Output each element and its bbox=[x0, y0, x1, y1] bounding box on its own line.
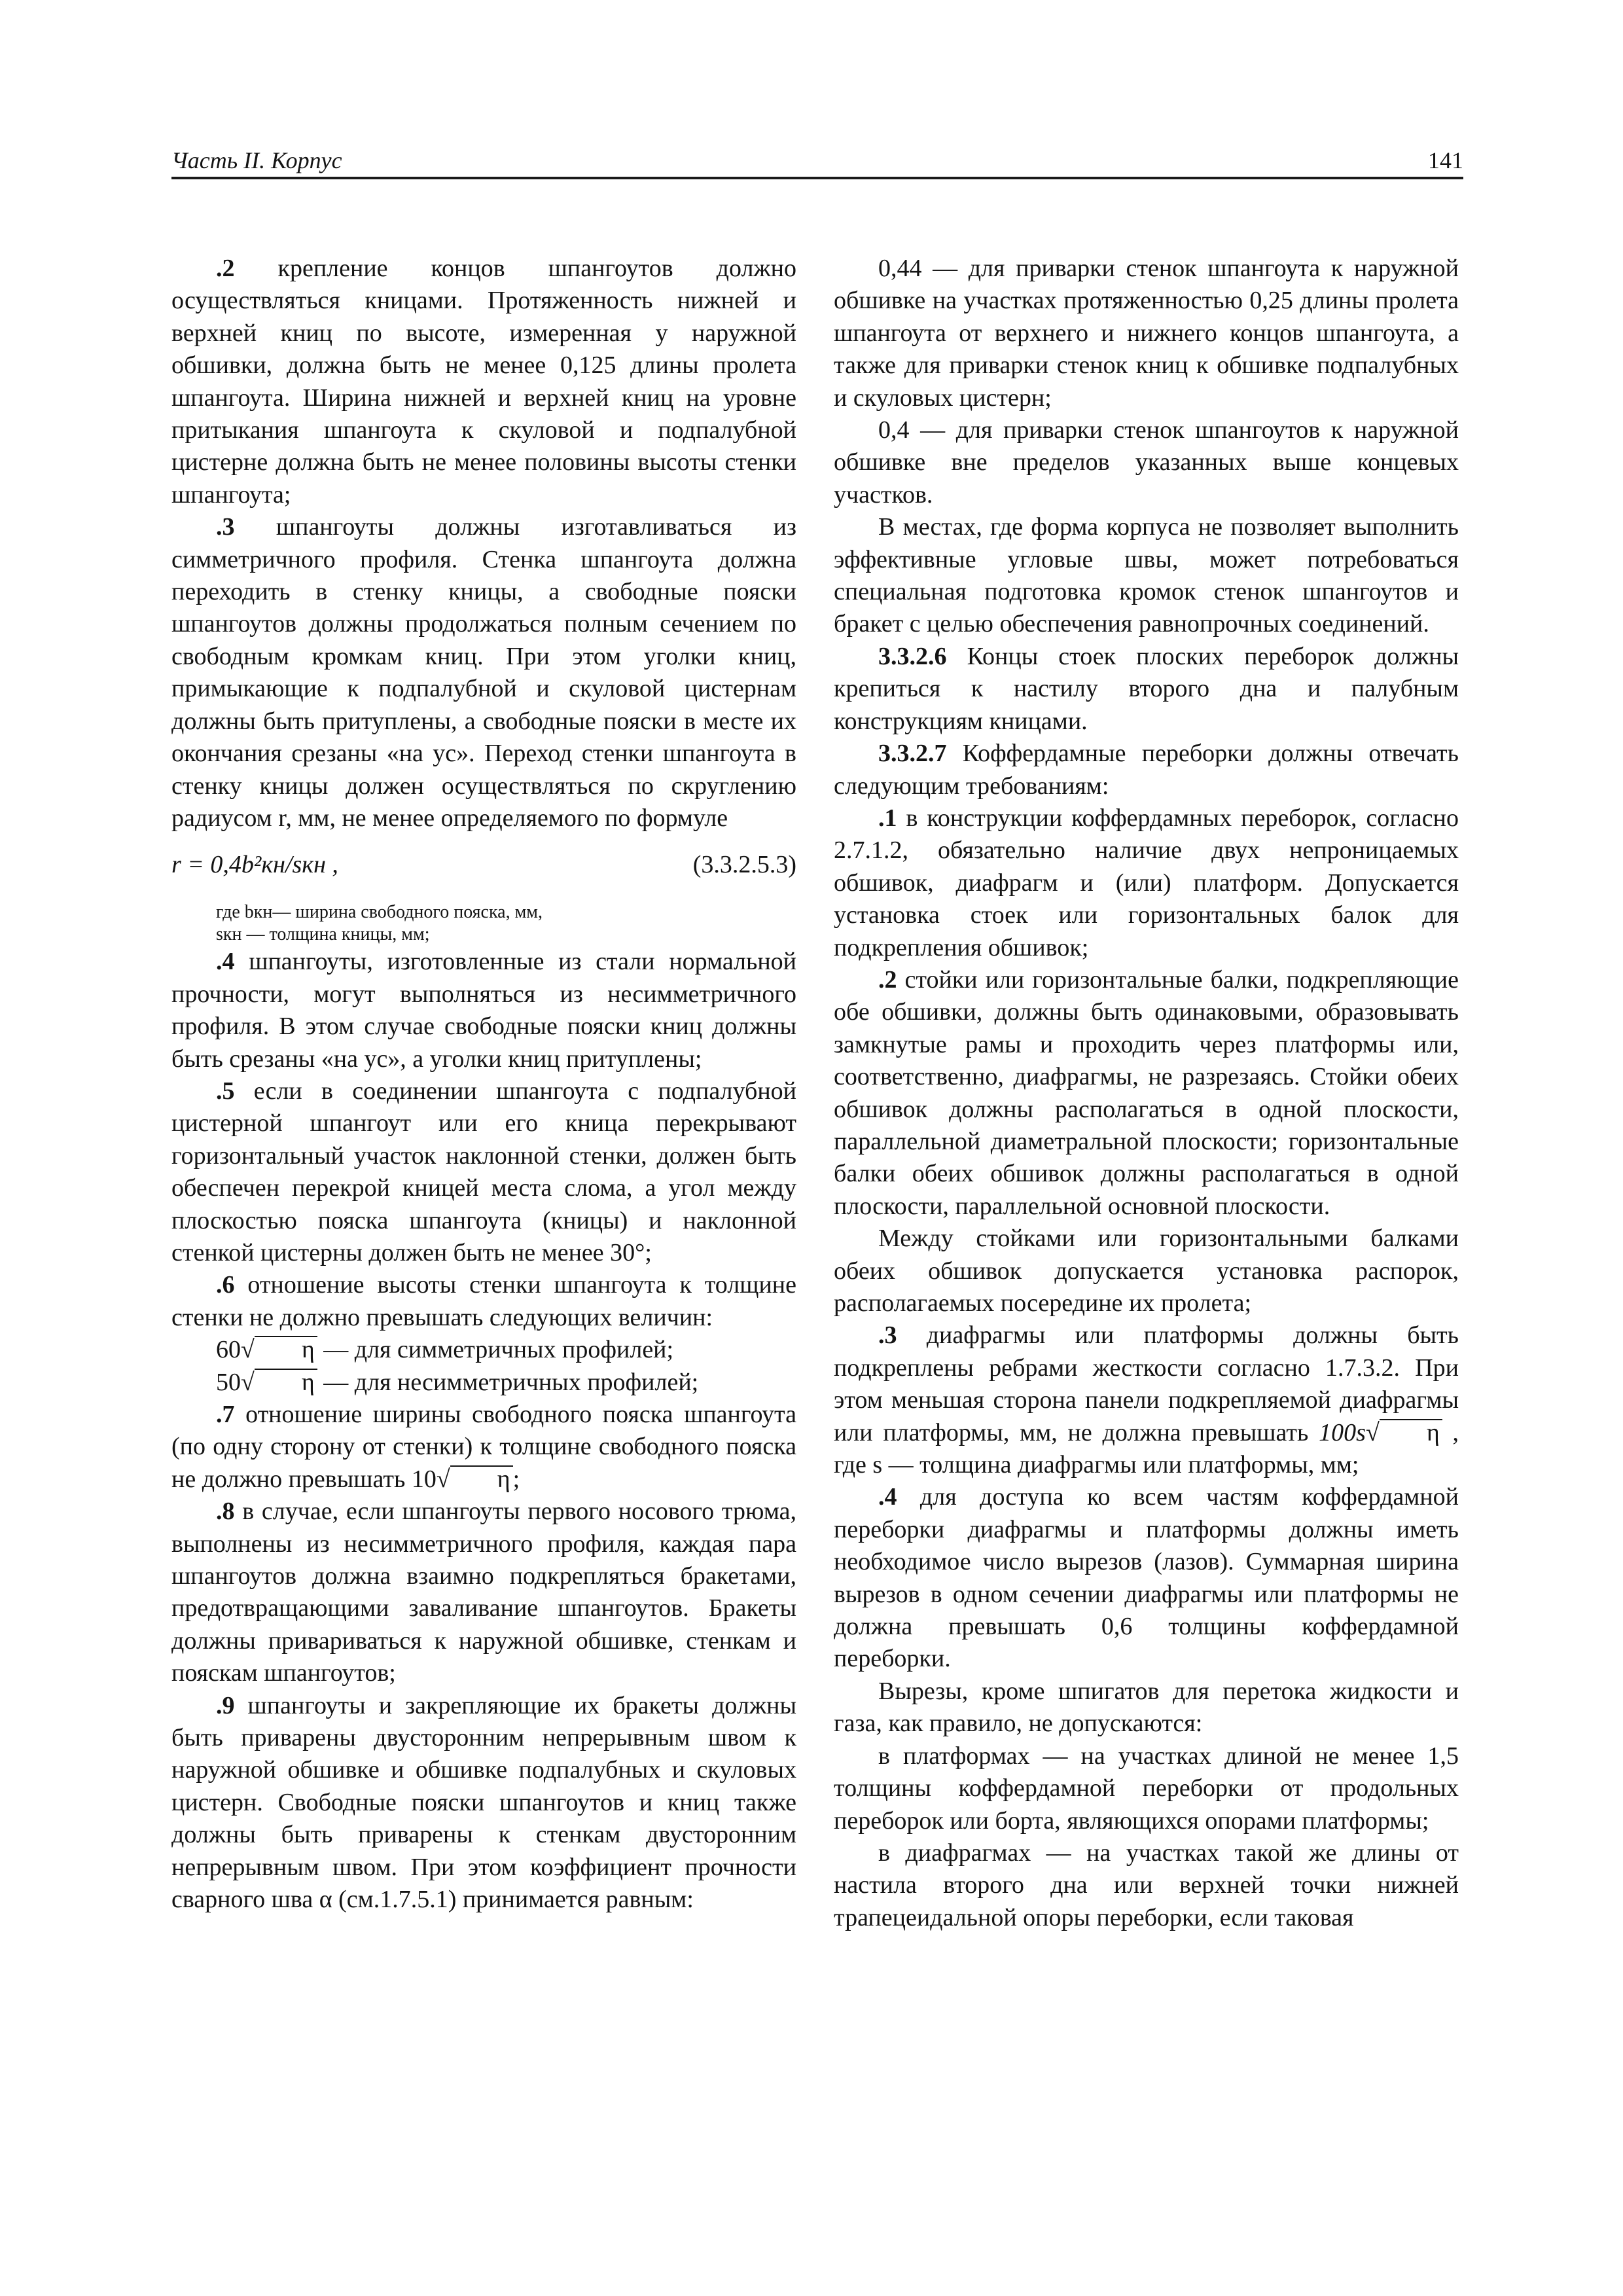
item-6-b: 50√ η — для несимметричных профилей; bbox=[216, 1368, 699, 1396]
section-3-3-2-6: 3.3.2.6 Концы стоек плоских переборок должны крепиться к настилу второго дна и палубным конструкциям кницами. bbox=[834, 642, 1459, 735]
item-6-a: 60√ η — для симметричных профилей; bbox=[216, 1336, 674, 1364]
running-header bbox=[171, 140, 1463, 179]
item-2: .2 крепление концов шпангоутов должно осуществляться кницами. Протяженность нижней и верхней книц по высоте, измеренная у наружной обшивки, должна быть не менее 0,125 длины пролета шпангоута. Ширина нижней и верхней книц на уровне притыкания шпангоута к скуловой и подпалубной цистерне должна быть не менее половины высоты стенки шпангоута; bbox=[171, 255, 797, 509]
left-column bbox=[171, 253, 796, 1916]
header-title: Часть II. Корпус bbox=[171, 147, 342, 173]
cofferdam-item-1: .1 в конструкции коффердамных переборок, согласно 2.7.1.2, обязательно наличие двух непроницаемых обшивок, диафрагм и (или) платформ. Допускается установка стоек или горизонтальных балок для подкрепления обшивок; bbox=[834, 804, 1459, 961]
struts-note: Между стойками или горизонтальными балками обеих обшивок допускается установка распорок, располагаемых посередине их пролета; bbox=[834, 1225, 1459, 1317]
cofferdam-item-4: .4 для доступа ко всем частям коффердамной переборки диафрагмы и платформы должны иметь необходимое число вырезов (лазов). Суммарная ширина вырезов в одном сечении диафрагмы или платформы не должна превышать 0,6 толщины коффердамной переборки. bbox=[834, 1483, 1459, 1673]
item-9: .9 шпангоуты и закрепляющие их бракеты должны быть приварены двусторонним непрерывным швом к наружной обшивке и обшивке подпалубных и скуловых цистерн. Свободные пояски шпангоутов и книц также должны быть приварены к стенкам двусторонним непрерывным швом. При этом коэффициент прочности сварного шва α (см.1.7.5.1) принимается равным: bbox=[171, 1691, 797, 1914]
page-number: 141 bbox=[1428, 147, 1463, 173]
coef-0-44: 0,44 — для приварки стенок шпангоута к наружной обшивке на участках протяженностью 0,25 длины пролета шпангоута от верхнего и нижнего концов шпангоута, а также для приварки стенок книц к обшивке подпалубных и скуловых цистерн; bbox=[834, 255, 1459, 412]
right-column bbox=[834, 253, 1459, 1934]
item-7: .7 отношение ширины свободного пояска шпангоута (по одну сторону от стенки) к толщине свободного пояска не должно превышать 10√ η ; bbox=[171, 1401, 796, 1493]
cofferdam-item-3: .3 диафрагмы или платформы должны быть подкреплены ребрами жесткости согласно 1.7.3.2. При этом меньшая сторона панели подкрепляемой диафрагмы или платформы, мм, не должна превышать 100s√ η , где s — толщина диафрагмы или платформы, мм; bbox=[834, 1321, 1459, 1479]
item-6: .6 отношение высоты стенки шпангоута к толщине стенки не должно превышать следующих величин: bbox=[171, 1271, 797, 1331]
where-line-2: sкн — толщина кницы, мм; bbox=[216, 924, 430, 945]
section-3-3-2-7: 3.3.2.7 Коффердамные переборки должны отвечать следующим требованиям: bbox=[834, 740, 1459, 800]
formula-3-3-2-5-3: r = 0,4b²кн/sкн , (3.3.2.5.3) bbox=[171, 851, 796, 879]
weld-note: В местах, где форма корпуса не позволяет выполнить эффективные угловые швы, может потребоваться специальная подготовка кромок стенок шпангоутов и бракет с целью обеспечения равнопрочных соединений. bbox=[834, 513, 1459, 638]
item-5: .5 если в соединении шпангоута с подпалубной цистерной шпангоут или его кница перекрывают горизонтальный участок наклонной стенки, должен быть обеспечен перекрой кницей места слома, а угол между плоскостью пояска шпангоута (кницы) и наклонной стенкой цистерны должен быть не менее 30°; bbox=[171, 1077, 797, 1266]
diaphragms-note: в диафрагмах — на участках такой же длины от настила второго дна или верхней точки нижней трапецеидальной опоры переборки, если таковая bbox=[834, 1839, 1459, 1931]
item-4: .4 шпангоуты, изготовленные из стали нормальной прочности, могут выполняться из несимметричного профиля. В этом случае свободные пояски книц должны быть срезаны «на ус», а уголки книц притуплены; bbox=[171, 948, 796, 1073]
cofferdam-item-2: .2 стойки или горизонтальные балки, подкрепляющие обе обшивки, должны быть одинаковыми, образовывать замкнутые рамы и проходить через платформы или, соответственно, диафрагмы, не разрезаясь. Стойки обеих обшивок должны располагаться в одной плоскости, параллельной диаметральной плоскости; горизонтальные балки обеих обшивок должны располагаться в одной плоскости, параллельной основной плоскости. bbox=[834, 965, 1459, 1220]
where-line-1: где bкн— ширина свободного пояска, мм, bbox=[216, 902, 543, 923]
item-3: .3 шпангоуты должны изготавливаться из симметричного профиля. Стенка шпангоута должна переходить в стенку кницы, а свободные пояски шпангоутов должны продолжаться полным сечением по свободным кромкам книц. При этом уголки книц, примыкающие к подпалубной и скуловой цистернам должны быть притуплены, а свободные пояски в месте их окончания срезаны «на ус». Переход стенки шпангоута в стенку кницы должен осуществляться по скруглению радиусом r, мм, не менее определяемого по формуле bbox=[171, 513, 797, 832]
coef-0-4: 0,4 — для приварки стенок шпангоутов к наружной обшивке вне пределов указанных выше концевых участков. bbox=[834, 416, 1459, 509]
platforms-note: в платформах — на участках длиной не менее 1,5 толщины коффердамной переборки от продольных переборок или борта, являющихся опорами платформы; bbox=[834, 1742, 1459, 1835]
item-8: .8 в случае, если шпангоуты первого носового трюма, выполнены из несимметричного профиля, каждая пара шпангоутов должна взаимно подкрепляться бракетами, предотвращающими заваливание шпангоутов. Бракеты должны привариваться к наружной обшивке, стенкам и пояскам шпангоутов; bbox=[171, 1498, 797, 1687]
cutouts-note: Вырезы, кроме шпигатов для перетока жидкости и газа, как правило, не допускаются: bbox=[834, 1677, 1459, 1738]
